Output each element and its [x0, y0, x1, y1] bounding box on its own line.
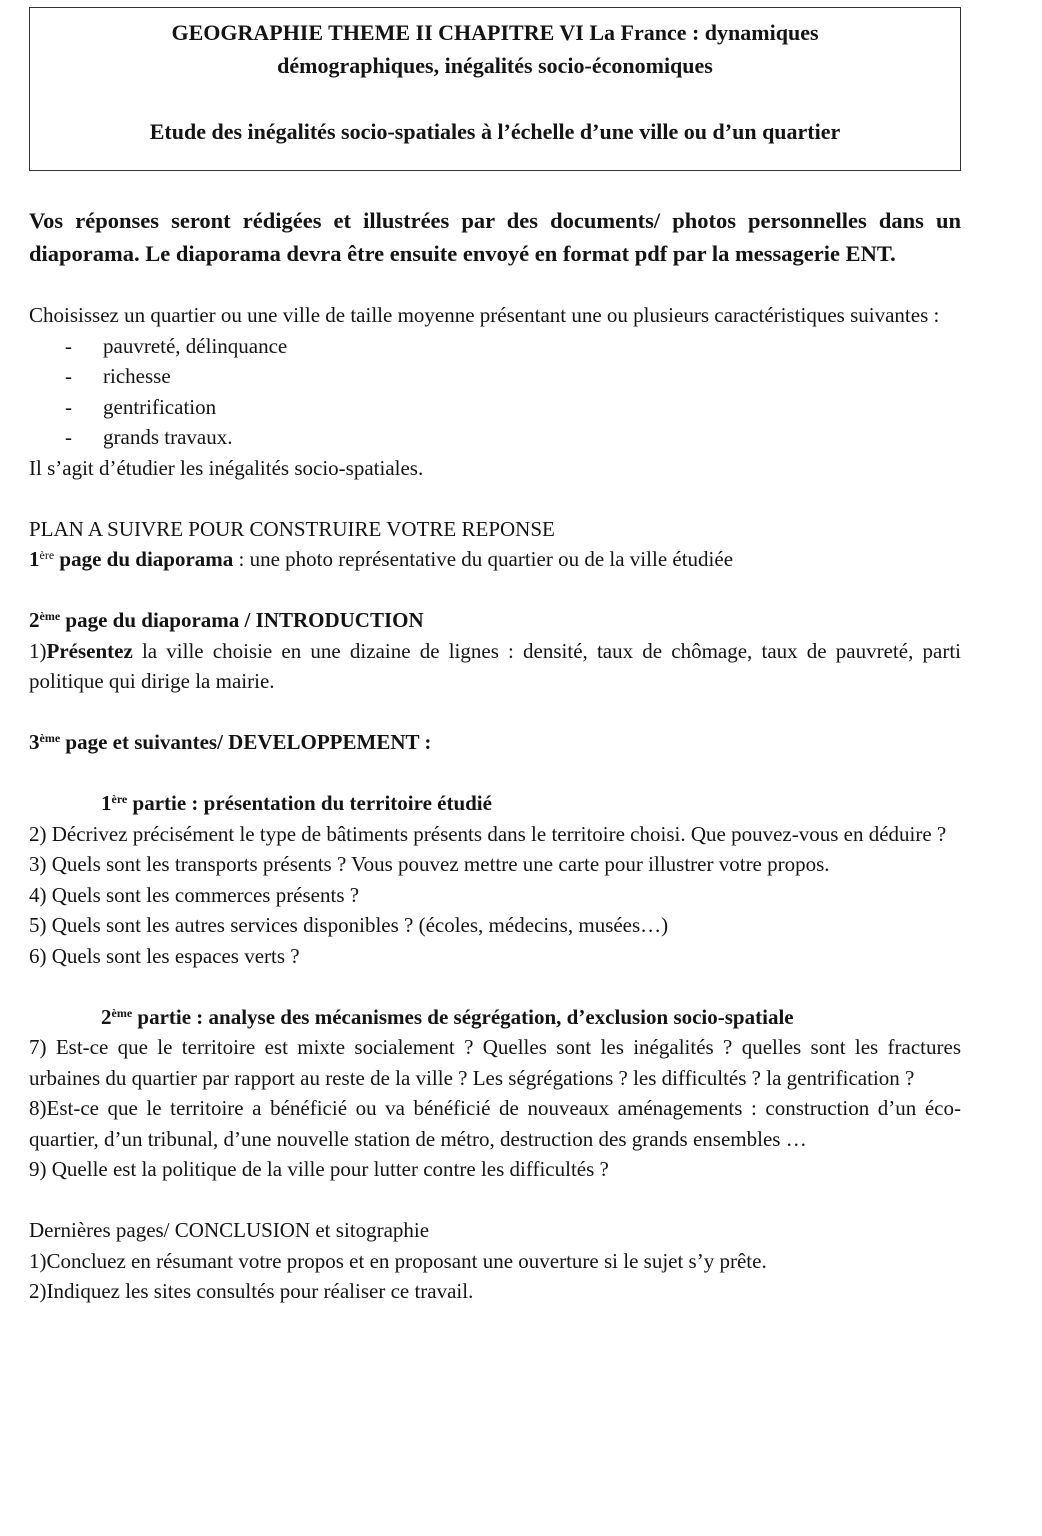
intro-text: Choisissez un quartier ou une ville de taille moyenne présentant une ou plusieurs caractéristiques suivantes : [29, 303, 940, 327]
question-9: 9) Quelle est la politique de la ville pour lutter contre les difficultés ? [29, 1157, 609, 1181]
page-1-num: 1 [29, 547, 40, 571]
title-box [29, 7, 961, 171]
question-3: 3) Quels sont les transports présents ? Vous pouvez mettre une carte pour illustrer votre propos. [29, 852, 830, 876]
page-2-num: 2 [29, 608, 40, 632]
part-2-num: 2 [101, 1004, 112, 1029]
part-1-label: partie : présentation du territoire étudié [127, 791, 492, 815]
page-3-heading [29, 727, 961, 758]
page-2-heading [29, 605, 961, 636]
part-2-title [29, 1002, 961, 1033]
title-line-1: GEOGRAPHIE THEME II CHAPITRE VI La France : dynamiques [171, 20, 819, 45]
question-1-text: la ville choisie en une dizaine de lignes : densité, taux de chômage, taux de pauvreté, parti politique qui dirige la mairie. [29, 638, 961, 693]
part-1-title [29, 788, 961, 819]
question-1 [29, 636, 961, 697]
page-1-label: page du diaporama [54, 547, 234, 571]
list-item: - gentrification [29, 392, 961, 423]
page-2-label: page du diaporama / INTRODUCTION [60, 608, 424, 632]
intro-conclusion: Il s’agit d’étudier les inégalités socio-spatiales. [29, 455, 424, 480]
plan-heading: PLAN A SUIVRE POUR CONSTRUIRE VOTRE REPONSE [29, 516, 555, 541]
part-1-sup: ère [111, 792, 128, 806]
question-5: 5) Quels sont les autres services disponibles ? (écoles, médecins, musées…) [29, 913, 669, 937]
title-line-2: démographiques, inégalités socio-économiques [277, 53, 713, 78]
question-4: 4) Quels sont les commerces présents ? [29, 882, 360, 907]
question-8: 8)Est-ce que le territoire a bénéficié ou va bénéficié de nouveaux aménagements : construction d’un éco-quartier, d’un tribunal, d’une nouvelle station de métro, destruction des grands ensembles … [29, 1096, 961, 1151]
question-2: 2) Décrivez précisément le type de bâtiments présents dans le territoire choisi. Que pouvez-vous en déduire ? [29, 821, 947, 846]
question-7: 7) Est-ce que le territoire est mixte socialement ? Quelles sont les inégalités ? quelles sont les fractures urbaines du quartier par rapport au reste de la ville ? Les ségrégations ? les difficultés ? la gentrification ? [29, 1035, 961, 1090]
page-3-sup: ème [39, 731, 61, 745]
document-page [29, 7, 961, 1307]
conclusion-2: 2)Indiquez les sites consultés pour réaliser ce travail. [29, 1279, 474, 1303]
question-1-num: 1) [29, 638, 47, 663]
page-1-sup: ère [39, 548, 55, 562]
last-pages-heading: Dernières pages/ CONCLUSION et sitographie [29, 1218, 430, 1242]
page-1-text: : une photo représentative du quartier ou de la ville étudiée [233, 547, 734, 571]
page-1-line [29, 544, 961, 575]
list-item: - richesse [29, 361, 961, 392]
page-2-sup: ème [39, 609, 61, 623]
characteristics-list [29, 331, 961, 453]
subtitle: Etude des inégalités socio-spatiales à l’échelle d’une ville ou d’un quartier [149, 119, 841, 144]
part-2-sup: ème [111, 1005, 133, 1020]
part-2-label: partie : analyse des mécanismes de ségrégation, d’exclusion socio-spatiale [132, 1004, 794, 1029]
question-1-keyword: Présentez [46, 638, 133, 663]
part-1-num: 1 [101, 791, 112, 815]
conclusion-1: 1)Concluez en résumant votre propos et en proposant une ouverture si le sujet s’y prête. [29, 1248, 767, 1273]
list-item: - grands travaux. [29, 422, 961, 453]
page-3-label: page et suivantes/ DEVELOPPEMENT : [60, 730, 432, 754]
question-6: 6) Quels sont les espaces verts ? [29, 943, 300, 968]
list-item: - pauvreté, délinquance [29, 331, 961, 362]
page-3-num: 3 [29, 730, 40, 754]
instructions: Vos réponses seront rédigées et illustrées par des documents/ photos personnelles dans un diaporama. Le diaporama devra être ensuite envoyé en format pdf par la messagerie ENT. [29, 208, 961, 266]
